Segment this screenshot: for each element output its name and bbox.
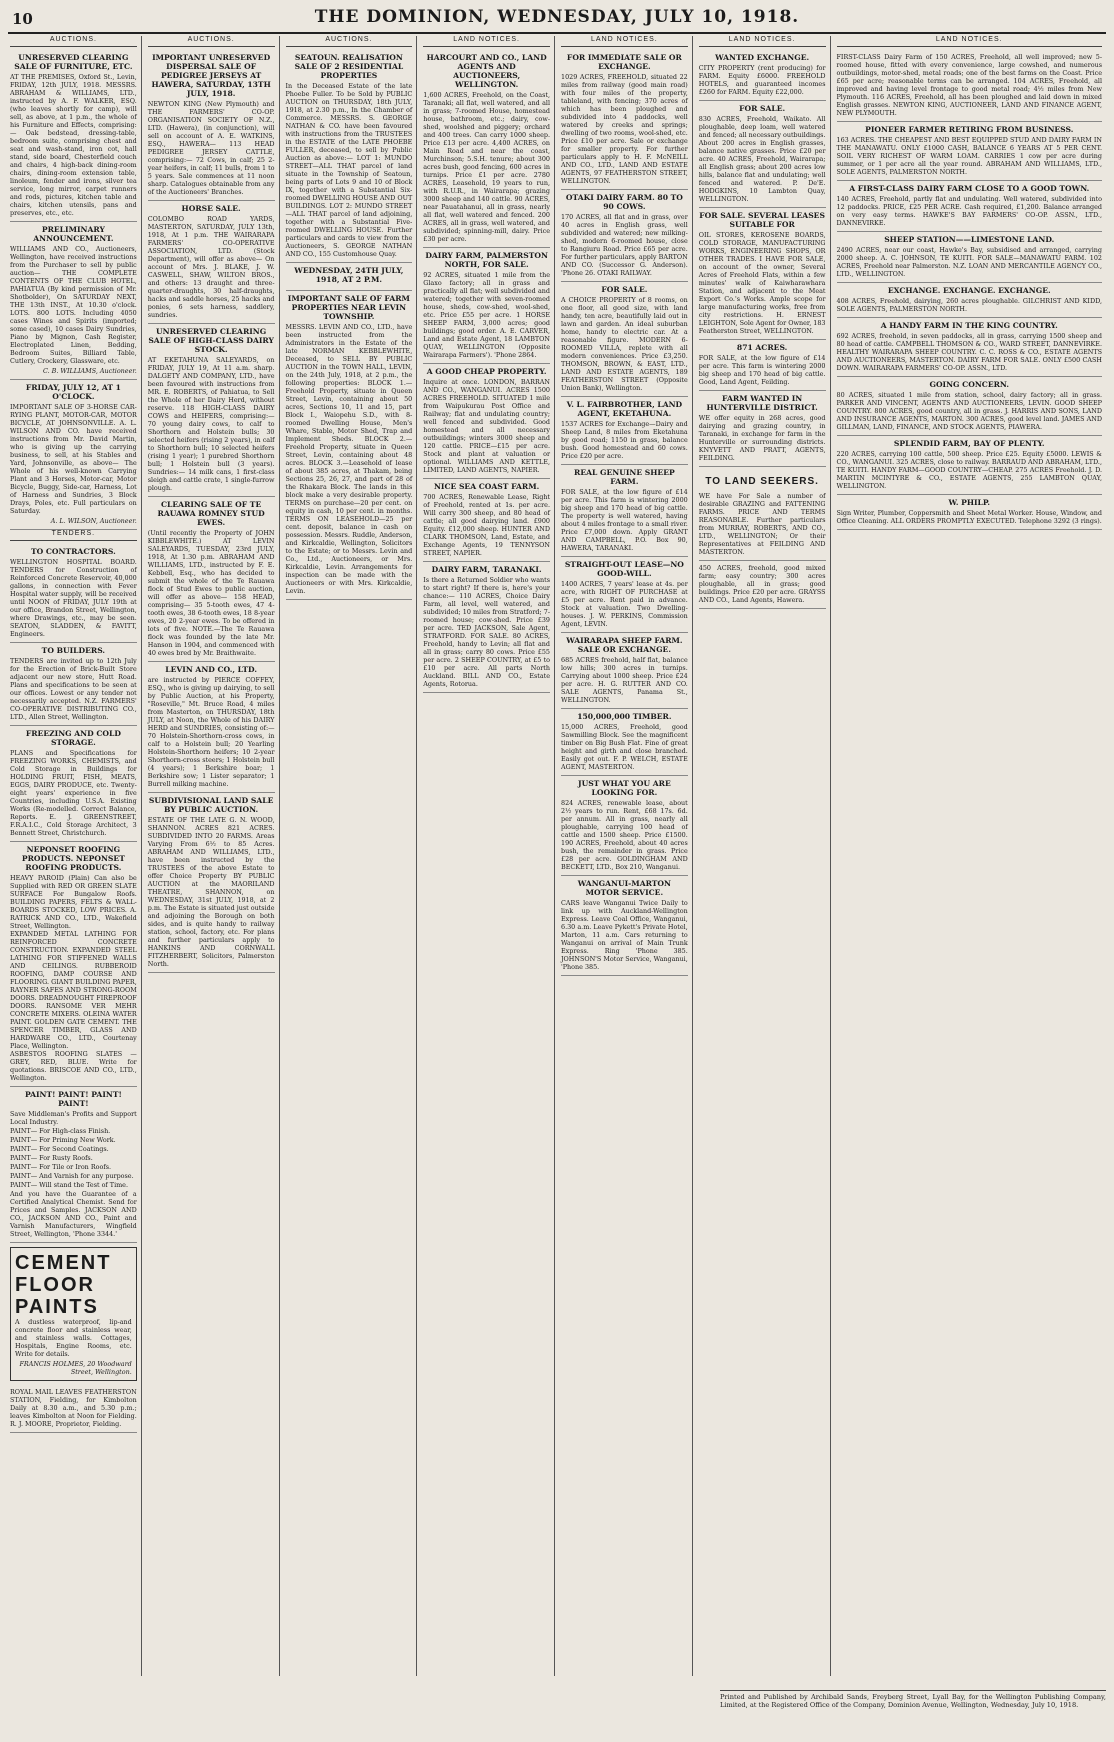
column-heading: LAND NOTICES. [561, 36, 688, 47]
ad-dairy-palmerston [423, 248, 550, 364]
ad-bay-of-plenty [837, 436, 1103, 495]
ad-asbestos: ASBESTOS ROOFING SLATES — GREY, RED, BLUE. Write for quotations. BRISCOE AND CO., LTD., Wellington. [10, 1050, 137, 1082]
ad-title: A HANDY FARM IN THE KING COUNTRY. [880, 321, 1058, 330]
ad-title: FRIDAY, JULY 12, AT 1 O'CLOCK. [25, 383, 121, 401]
ad-title: FOR SALE. [739, 104, 786, 113]
ad-title: DAIRY FARM, PALMERSTON NORTH, FOR SALE. [425, 251, 548, 269]
ad-body: COLOMBO ROAD YARDS, MASTERTON, SATURDAY, JULY 13th, 1918, At 1 p.m. THE WAIRARAPA FARMERS' CO-OPERATIVE ASSOCIATION, LTD. (Stock Department), will offer as above— On account of Mrs. J. BLAKE, J. W. CASWELL, SHAW, WILTON BROS., and others: 13 draught and three-quarter-draughts, 30 half-draughts, hacks and saddle horses, 25 hacks and ponies, 6 sets harness, saddlery, sundries. [147, 215, 275, 319]
ad-title: W. PHILP. [948, 498, 990, 507]
ad-title: SPLENDID FARM, BAY OF PLENTY. [893, 439, 1045, 448]
ad-exchange [837, 283, 1103, 318]
ad-body: TENDERS are invited up to 12th July for the Erection of Brick-Built Store adjacent our new store, Hutt Road. Plans and specifications to be seen at our offices. Lowest or any tender not necessarily accepted. N.Z. FARMERS' CO-OPERATIVE DISTRIBUTING CO., LTD., Allen Street, Wellington. [10, 657, 137, 721]
paint-item: PAINT— For Second Coatings. [10, 1145, 109, 1153]
ad-body: HEAVY PAROID (Plain) Can also be Supplied with RED OR GREEN SLATE SURFACE For Bungalow Roofs. BUILDING PAPERS, FELTS & WALL-BOARDS STOCKED, LOW PRICES. A. RATRICK AND CO., LTD., Wakefield Street, Wellington. [10, 874, 137, 930]
ad-straight-lease [561, 557, 688, 633]
column-heading: LAND NOTICES. [699, 36, 826, 47]
ad-body: Inquire at once. LONDON, BARRAN AND CO., WANGANUI. ACRES 1500 ACRES FREEHOLD. SITUATED 1 mile from Waipukurau Post Office and Railway; flat and undulating country; well fenced and subdivided. Good homestead and all necessary outbuildings; winters 3000 sheep and 120 cattle. PRICE—£15 per acre. Stock and plant at valuation or optional. WILLIAMS AND KETTLE, LIMITED, LAND AGENTS, NAPIER. [423, 378, 550, 474]
ad-871-acres [699, 340, 826, 391]
ad-title: 871 ACRES. [736, 343, 788, 352]
ad-title: 150,000,000 TIMBER. [577, 712, 672, 721]
ad-title: FOR SALE. [601, 285, 648, 294]
column-5 [559, 36, 693, 1676]
ad-title: FOR SALE. SEVERAL LEASES SUITABLE FOR [699, 211, 825, 229]
ad-body: 1400 ACRES, 7 years' lease at 4s. per acre, with RIGHT OF PURCHASE at £5 per acre. Rent paid in advance. Stock at valuation. Two Dwelling-houses. J. W. PERKINS, Commission Agent, LEVIN. [561, 580, 688, 628]
ad-body: are instructed by PIERCE COFFEY, ESQ., who is giving up dairying, to sell by Public Auction, at his Property, "Roseville," Mt. Bruce Road, 4 miles from Masterton, on THURSDAY, 18th JULY, at Noon, the Whole of his DAIRY HERD and SUNDRIES, consisting of:— 70 Holstein-Shorthorn-cross cows, in calf to a Holstein bull; 20 Yearling Holstein-Shorthorn heifers; 10 2-year Shorthorn-cross steers; 1 Holstein bull (4 years); 1 Berkshire boar; 1 Berkshire sow; 1 Lister separator; 1 Burrell milking machine. [147, 676, 275, 788]
paint-item: PAINT— For Rusty Roofs. [10, 1154, 93, 1162]
ad-body: 220 ACRES, carrying 100 cattle, 500 sheep. Price £25. Equity £5000. LEWIS & CO., WANGANUI. 325 ACRES, close to railway. BARRAUD AND ABRAHAM, LTD., TE KUITI. HANDY FARM—GOOD COUNTRY—CHEAP. 275 ACRES Freehold. J. D. MARTIN MCINTYRE & CO., ESTATE AGENTS, 255 LAMBTON QUAY, WELLINGTON. [836, 450, 1102, 490]
ad-title: SHEEP STATION——LIMESTONE LAND. [884, 235, 1055, 244]
ad-motor-service [561, 876, 688, 976]
ad-title: PAINT! PAINT! PAINT! PAINT! [24, 1090, 122, 1108]
ad-dairy-stock [148, 324, 275, 497]
page-header [8, 6, 1106, 34]
column-1 [8, 36, 142, 1676]
column-heading: AUCTIONS. [148, 36, 275, 47]
ad-royal-mail [10, 1385, 137, 1433]
ad-body: 80 ACRES, situated 1 mile from station, school, dairy factory; all in grass. PARKER AND VINCENT, AGENTS AND AUCTIONEERS, LEVIN. GOOD SHEEP COUNTRY. 800 ACRES, good country, all in grass. J. HARRIS AND SONS, LAND AND INSURANCE AGENTS, MARTON. 300 ACRES, good level land. JAMES AND GILLMAN, LAND, FINANCE, AND STOCK AGENTS, PIAWERA. [836, 391, 1102, 431]
ad-going-concern [837, 377, 1103, 436]
column-4 [421, 36, 555, 1676]
paint-item: PAINT— For High-class Finish. [10, 1127, 111, 1135]
ad-sheep-station [837, 232, 1103, 283]
ad-dairy-farm-coast [837, 50, 1103, 122]
ad-title: TO BUILDERS. [41, 646, 106, 655]
ad-land-seekers [699, 467, 826, 561]
ad-for-sale-villa [561, 282, 688, 397]
ad-body: WE offer equity in 268 acres, good dairying and grazing country, in Taranaki, in exchange for farm in the Hunterville or surrounding districts. KNYVETT AND PRATT, AGENTS, FEILDING. [698, 414, 826, 462]
ad-body: FOR SALE, at the low figure of £14 per acre. This farm is wintering 2000 big sheep and 170 head of big cattle. Good, Land Agent, Feilding. [698, 354, 826, 386]
ad-body: 685 ACRES freehold, half flat, balance low hills; 300 acres in turnips. Carrying about 1000 sheep. Price £24 per acre. H. G. RUTTER AND CO. SALE AGENTS, Panama St., WELLINGTON. [561, 656, 688, 704]
ad-body: ROYAL MAIL LEAVES FEATHERSTON STATION, Fielding, for Kimbolton Daily at 8.30 a.m., and 5.30 p.m.; leaves Kimbolton at Noon for Fielding. R. J. MOORE, Proprietor, Fielding. [10, 1388, 137, 1428]
ad-carrying-plant [10, 380, 137, 530]
ad-title: PRELIMINARY ANNOUNCEMENT. [33, 225, 114, 243]
ad-body: AT THE PREMISES, Oxford St., Levin, FRIDAY, 12th JULY, 1918. MESSRS. ABRAHAM & WILLIAMS, LTD., instructed by A. F. WALKER, ESQ. (who leaves shortly for camp), will sell, as above, at 1 p.m., the whole of his Furniture and Effects, comprising:— Oak bedstead, dressing-table, bedroom suite, comprising chest and seat and wash-stand, iron cot, hall stand, side board, Chesterfield couch and chairs, 4 high-back dining-room chairs, dining-room extension table, linoleum, fender and irons, silver tea service, long mirror, carpet runners and rods, pictures, kitchen table and chairs, kitchen utensils, pans and preserves, etc., etc. [10, 73, 137, 217]
ad-title: WANTED EXCHANGE. [715, 53, 810, 62]
ad-body: 1537 ACRES for Exchange—Dairy and Sheep Land, 8 miles from Eketahuna by good road; 1150 in grass, balance bush. Good homestead and 60 cows. Price £20 per acre. [561, 420, 688, 460]
ad-title: UNRESERVED CLEARING SALE OF HIGH-CLASS DAIRY STOCK. [148, 327, 274, 354]
ad-levin-dairy-herd [148, 662, 275, 793]
paint-item: PAINT— Will stand the Test of Time. [10, 1181, 128, 1189]
ad-body: 163 ACRES. THE CHEAPEST AND BEST EQUIPPED STUD AND DAIRY FARM IN THE MANAWATU. ONLY £1000 CASH, BALANCE 6 YEARS AT 5 PER CENT. SOIL VERY RICHEST OF WARM LOAM. CARRIES 1 cow per acre during summer, or 1 per acre all the year round. ABRAHAM AND WILLIAMS, LTD., SOLE AGENTS, PALMERSTON NORTH. [836, 136, 1102, 176]
ad-body: 1029 ACRES, FREEHOLD, situated 22 miles from railway (good main road) with four miles of the property, tableland, with fencing; 370 acres of which has been ploughed and subdivided into 4 paddocks, well watered by creeks and springs; dwelling of two rooms, wool-shed, etc. Price £10 per acre. Sale or exchange for smaller property. For further particulars apply to H. F. McNEILL AND CO., LTD., LAND AND ESTATE AGENTS, 97 FEATHERSTON STREET, WELLINGTON. [561, 73, 688, 185]
ad-body: 700 ACRES, Renewable Lease, Right of Freehold, rented at 1s. per acre. Will carry 300 sheep, and 80 head of cattle; all good dairying land. £900 Equity. £12,000 sheep. HUNTER AND CLARK THOMSON, Land, Estate, and Exchange Agents, 19 TENNYSON STREET, NAPIER. [423, 493, 550, 557]
column-3 [284, 36, 418, 1676]
ad-body: Sign Writer, Plumber, Coppersmith and Sheet Metal Worker. House, Window, and Office Cleaning. ALL ORDERS PROMPTLY EXECUTED. Telephone 3292 (3 rings). [836, 509, 1102, 525]
ad-preliminary-announcement [10, 222, 137, 380]
ad-body: 824 ACRES, renewable lease, about 2½ years to run. Rent, £68 17s. 6d. per annum. All in grass, nearly all ploughable, carrying 100 head of cattle and 1500 sheep. Price £1500. 190 ACRES, Freehold, about 40 acres bush, the remainder in grass. Price £28 per acre. GOLDINGHAM AND BECKETT, LTD., Box 210, Wanganui. [561, 799, 688, 871]
ad-looking-for [561, 776, 688, 876]
ad-title: WAIRARAPA SHEEP FARM. SALE OR EXCHANGE. [566, 636, 683, 654]
ad-body: AT EKETAHUNA SALEYARDS, on FRIDAY, JULY 19, At 11 a.m. sharp. DALGETY AND COMPANY, LTD., have been favoured with instructions from MR. E. ROBERTS, of Pahiatua, to Sell the Whole of her Dairy Herd, without reserve. 118 HIGH-CLASS DAIRY COWS and HEIFERS, comprising:— 70 young dairy cows, to calf to Shorthorn and Holstein bulls; 30 selected heifers (rising 2 years), in calf to Shorthorn bull; 10 selected heifers (rising 1 year); 1 purebred Shorthorn bull; 1 Holstein bull (3 years). Sundries:— 14 milk cans, 1 first-class sleigh and cattle crate, 1 single-furrow plough. [147, 356, 275, 492]
ad-cheap-property [423, 364, 550, 479]
ad-title: CLEARING SALE OF TE RAUAWA ROMNEY STUD EWES. [157, 500, 265, 527]
column-2 [146, 36, 280, 1676]
cement-description: A dustless waterproof, lip-and concrete floor and stainless wear, and stainless walls. Cottages, Hospitals, Engine Rooms, etc. Write for details. [15, 1318, 132, 1358]
ad-title: GOING CONCERN. [929, 380, 1010, 389]
ad-title: WEDNESDAY, 24TH JULY, 1918, AT 2 P.M. [294, 266, 404, 284]
ad-body: FOR SALE, at the low figure of £14 per acre. This farm is wintering 2000 big sheep and 170 head of big cattle. The property is well watered, having about 4 miles frontage to a small river. Price £7,000 down. Apply GRANT AND CAMPBELL, P.O. Box 90, HAWERA, TARANAKI. [561, 488, 688, 552]
ad-body: 1,600 ACRES, Freehold, on the Coast, Taranaki; all flat, well watered, and all in grass; 7-roomed House, homestead house, bathroom, etc.; dairy, cow-shed, woolshed and piggery; orchard and 400 trees. Can carry 1000 sheep. Price £13 per acre. 4,400 ACRES, on Main Road and near the coast, Murchinson; 5.S.H. tenure; about 300 acres bush, good fencing, 600 acres in turnips. Price £1 per acre. 2780 ACRES, Leasehold, 19 years to run, with R.U.R., in Wairarapa; grazing 3000 sheep and 140 cattle. 90 ACRES, near Pauatahanui, all in grass, nearly all flat, well watered and fenced. 200 ACRES, all in grass, well watered, and subdivided; spinning-mill, dairy. Price £30 per acre. [423, 91, 550, 243]
ad-title: HORSE SALE. [181, 204, 241, 213]
ad-hodgkins [699, 101, 826, 208]
ad-first-class-dairy [837, 181, 1103, 232]
ad-body: FIRST-CLASS Dairy Farm of 150 ACRES, Freehold, all well improved; new 5-roomed house, fitted with every convenience, large cowshed, and numerous outbuildings, motor-shed, metal roads; one of the best farms on the Coast. Price £65 per acre; reasonable terms can be arranged. 104 ACRES, Freehold, all improved and having level frontage to good metal road; 4½ miles from New Plymouth. 116 ACRES, Freehold, all has been ploughed and laid down in mixed English grasses. NEWTON KING, AUCTIONEER, LAND AND FINANCE AGENT, NEW PLYMOUTH. [836, 53, 1102, 117]
ad-body: WILLIAMS AND CO., Auctioneers, Wellington, have received instructions from the Purchaser to sell by public auction— THE COMPLETE CONTENTS OF THE CLUB HOTEL, PAHIATUA (By kind permission of Mr. Shotbolder), On SATURDAY NEXT, THE 13th INST., At 10.30 o'clock. LOTS. 800 LOTS. Including 4050 cases Wines and Spirits (imported; some cased), 10 cases Dairy Sundries, Piano by Mignon, Cash Register, Electroplated Linen, Bedding, Bedroom Suites, Billiard Table, Cutlery, Crockery, Glassware, etc. [10, 245, 137, 365]
ad-body: CARS leave Wanganui Twice Daily to link up with Auckland-Wellington Express. Leave Coal Office, Wanganui, 6.30 a.m. Leave Pykett's Private Hotel, Marton, 11 a.m. Cars returning to Wanganui on arrival of Main Trunk Express. Ring 'Phone 385. JOHNSON'S Motor Service, Wanganui, 'Phone 385. [561, 899, 688, 971]
ad-outro: And you have the Guarantee of a Certified Analytical Chemist. Send for Prices and Samples. JACKSON AND CO., JACKSON AND CO., Paint and Varnish Manufacturers, Wingfield Street, Wellington, 'Phone 3344.' [10, 1190, 137, 1238]
ad-sea-coast-farm [423, 479, 550, 562]
ad-body: NEWTON KING (New Plymouth) and THE FARMERS' CO-OP. ORGANISATION SOCIETY OF N.Z., LTD. (Hawera), (in conjunction), will sell on account of A. E. WATKINS, ESQ., HAWERA— 113 HEAD PEDIGREE JERSEY CATTLE, comprising:— 72 Cows, in calf; 25 2-year heifers, in calf; 11 bulls, from 1 to 5 years. Sale commences at 11 noon sharp. Catalogues obtainable from any of the Auctioneers' Branches. [147, 100, 275, 196]
column-6 [697, 36, 831, 1676]
column-7 [835, 36, 1107, 1676]
ad-expanded-metal: EXPANDED METAL LATHING FOR REINFORCED CONCRETE CONSTRUCTION. EXPANDED STEEL LATHING FOR STIFFENED WALLS AND CEILINGS. RUBBEROID ROOFING, DAMP COURSE AND FLOORING. GIANT BUILDING PAPER, RAYNER SAFES AND STRONG-ROOM DOORS. DREADNOUGHT FIREPROOF DOORS. RANSOME VER MEHR CONCRETE MIXERS. OLEINA WATER PAINT. GOLDEN GATE CEMENT. THE SPENCER TIMBER, GLASS AND HARDWARE CO., LTD., Courtenay Place, Wellington. [10, 930, 137, 1050]
masthead: THE DOMINION, WEDNESDAY, JULY 10, 1918. [314, 7, 800, 27]
ad-stud-ewes [148, 497, 275, 662]
ad-farm-wanted [699, 391, 826, 467]
ad-farm-properties-levin [286, 291, 413, 600]
ad-body: PLANS and Specifications for FREEZING WORKS, CHEMISTS, and Cold Storage in Buildings for HOLDING FRUIT, FISH, MEATS, EGGS, DAIRY PRODUCE, etc. Twenty-eight years' experience in five Countries, including U.S.A. Existing Works (Re-modelled. Correct Balance, Reports. E. J. GREENSTREET, F.R.A.I.C., Cold Storage Architect, 3 Bennett Street, Christchurch. [10, 749, 137, 837]
ad-title: DAIRY FARM, TARANAKI. [431, 565, 542, 574]
ad-philp [837, 495, 1103, 530]
ad-dairy-taranaki [423, 562, 550, 693]
column-heading: AUCTIONS. [286, 36, 413, 47]
ad-body: 692 ACRES, freehold, in seven paddocks, all in grass, carrying 1500 sheep and 80 head of cattle. CAMPBELL THOMSON & CO., WARD STREET, DANNEVIRKE. HEALTHY WAIRARAPA SHEEP COUNTRY. C. C. ROSS & CO., ESTATE AGENTS AND AUCTIONEERS, MASTERTON. DAIRY FARM FOR SALE. ONLY £500 CASH DOWN. WAIRARAPA FARMERS' CO-OP. ASSN., LTD. [836, 332, 1102, 372]
ad-body: 830 ACRES, Freehold, Waikato. All ploughable, deep loam, well watered and fenced; all necessary outbuildings. About 200 acres in English grasses, balance native grasses. Price £20 per acre. 40 ACRES, Freehold, Wairarapa; all English grass; about 200 acres low hills, balance flat and undulating; well fenced and watered. P. De'E. HODGKINS, 10 Lambton Quay, WELLINGTON. [698, 115, 826, 203]
ad-title: EXCHANGE. EXCHANGE. EXCHANGE. [887, 286, 1051, 295]
ad-title: PIONEER FARMER RETIRING FROM BUSINESS. [865, 125, 1074, 134]
ad-title: REAL GENUINE SHEEP FARM. [574, 468, 675, 486]
ad-harcourt [423, 50, 550, 248]
ad-title: LEVIN AND CO., LTD. [165, 665, 257, 674]
ad-title: WANGANUI-MARTON MOTOR SERVICE. [577, 879, 671, 897]
ad-title: FREEZING AND COLD STORAGE. [25, 729, 121, 747]
tenders-heading: TENDERS. [10, 530, 137, 541]
paint-item: PAINT— For Tile or Iron Roofs. [10, 1163, 112, 1171]
ad-paints [10, 1087, 137, 1243]
ad-title: IMPORTANT UNRESERVED DISPERSAL SALE OF PEDIGREE JERSEYS AT HAWERA, SATURDAY, 13TH JULY, 1918. [151, 53, 271, 98]
ad-signature: FRANCIS HOLMES, 20 Woodward Street, Wellington. [19, 1360, 132, 1376]
ad-title: V. L. FAIRBROTHER, LAND AGENT, EKETAHUNA. [566, 400, 683, 418]
ad-cement-floor-paints [10, 1247, 137, 1381]
ad-body: In the Deceased Estate of the late Phoebe Fuller. To be Sold by PUBLIC AUCTION on THURSDAY, 18th JULY, 1918, at 2.30 p.m., In the Chamber of Commerce. MESSRS. S. GEORGE NATHAN & CO. have been favoured with instructions from the TRUSTEES in the ESTATE of the LATE PHOEBE FULLER, deceased, to sell by Public Auction as above:— LOT 1: MUNDO STREET—ALL THAT parcel of land situate in the Township of Seatoun, being parts of Lots 9 and 10 of Block IX, together with a Substantial Six-roomed DWELLING HOUSE AND OUT BUILDINGS. LOT 2: MUNDO STREET—ALL THAT parcel of land adjoining, together with a Substantial Five-roomed DWELLING HOUSE. Further particulars and cards to view from the Auctioneers, S. GEORGE NATHAN AND CO., 155 Customhouse Quay. [285, 82, 413, 258]
ad-body: Is there a Returned Soldier who wants to start right? If there is, here's your chance:— 110 ACRES, Choice Dairy Farm, all level, well watered, and subdivided; 10 miles from Stratford; 7-roomed house; cow-shed. Price £39 per acre. TED JACKSON, Sale Agent, STRATFORD. FOR SALE. 80 ACRES, Freehold, handy to Levin; all flat and all in grass; carry 80 cows. Price £55 per acre. 2 SHEEP COUNTRY, at £5 to £10 per acre. All parts North Auckland. BILL AND CO., Estate Agents, Rotorua. [423, 576, 550, 688]
floor-line: FLOOR [15, 1274, 95, 1296]
ad-body: 15,000 ACRES, Freehold, good Sawmilling Block. See the magnificent timber on Big Bush Flat. Fine of great height and girth and close branched. Easily got out. F. P. WELCH, ESTATE AGENT, MASTERTON. [561, 723, 688, 771]
ad-body: 408 ACRES, Freehold, dairying, 260 acres ploughable. GILCHRIST AND KIDD, SOLE AGENTS, PALMERSTON NORTH. [836, 297, 1102, 313]
ad-title: IMPORTANT SALE OF FARM PROPERTIES NEAR LEVIN TOWNSHIP. [287, 294, 410, 321]
ad-title: OTAKI DAIRY FARM. 80 TO 90 COWS. [565, 193, 683, 211]
ad-title: FARM WANTED IN HUNTERVILLE DISTRICT. [706, 394, 818, 412]
ad-title: A FIRST-CLASS DAIRY FARM CLOSE TO A GOOD TOWN. [849, 184, 1090, 193]
column-heading: LAND NOTICES. [837, 36, 1103, 47]
ad-title: A GOOD CHEAP PROPERTY. [426, 367, 547, 376]
paint-item: PAINT— And Varnish for any purpose. [10, 1172, 134, 1180]
ad-body: IMPORTANT SALE OF 3-HORSE CAR-RYING PLANT, MOTOR-CAR, MOTOR BICYCLE, AT JOHNSONVILLE. A. L. WILSON AND CO. have received instructions from Mr. David Martin, who is giving up the carrying business, to sell, at his Stables and Yard, Johnsonville, as above— The Whole of his well-known Carrying Plant and 3 Horses, Motor-car, Motor Bicycle, Buggy, Side-car, Harness, Lot of Harness and Sundries, 3 Block Drays, Poles, etc. Full particulars on Saturday. [10, 403, 137, 515]
ad-headline: TO LAND SEEKERS. [705, 476, 819, 487]
ad-fairbrother [561, 397, 688, 465]
ad-signature: A. L. WILSON, Auctioneer. [50, 517, 137, 525]
newspaper-columns [8, 36, 1106, 1676]
ad-intro: Save Middleman's Profits and Support Local Industry. [10, 1110, 137, 1126]
ad-title: SUBDIVISIONAL LAND SALE BY PUBLIC AUCTION. [148, 796, 274, 814]
ad-timber [561, 709, 688, 776]
tender-freezing [10, 726, 137, 842]
column-heading: AUCTIONS. [10, 36, 137, 47]
ad-body: 140 ACRES, Freehold, partly flat and undulating. Well watered, subdivided into 12 paddocks. PRICE, £25 PER ACRE. Cash required, £1,200. Balance arranged on very easy terms. HAWKE'S BAY FARMERS' CO-OP. ASSN., LTD., DANNEVIRKE. [836, 195, 1102, 227]
ad-body: OIL STORES, KEROSENE BOARDS, COLD STORAGE, MANUFACTURING WORKS, ENGINEERING SHOPS, OR OTHER TRADES. I HAVE FOR SALE, on account of the owner, Several Acres of Freehold Flats, within a few minutes' walk of Kaiwharawhara Station, and adjacent to the Meat Export Co.'s Works. Ample scope for large manufacturing works, free from city restrictions. H. ERNEST LEIGHTON, Sole Agent for Owner, 183 Featherston Street, WELLINGTON. [698, 231, 826, 335]
ad-body: MESSRS. LEVIN AND CO., LTD., have been instructed from the Administrators in the Estate of the late NORMAN KEBBLEWHITE, Deceased, to SELL BY PUBLIC AUCTION in the TOWN HALL, LEVIN, on the 24th July, 1918, at 2 p.m., the following properties: BLOCK 1.—Freehold Property, situate in Queen Street, Levin, containing about 50 acres, Sections 10, 11 and 15, part Block I., Waiopehu S.D., with 8-roomed Dwelling House, Men's Whare, Stable, Motor Shed, Trap and Implement Sheds. BLOCK 2.—Freehold Property, situate in Queen Street, Levin, containing about 48 acres. BLOCK 3.—Leasehold of lease of about 385 acres, at Thakam, being Sections 25, 26, 27, and part of 28 of the Rhakara Block. The lands in this block make a very desirable property. TERMS on purchase—20 per cent. on equity in cash, 10 per cent. in months. TERMS ON LEASEHOLD—25 per cent. deposit, balance in cash on possession. Messrs. Ruddle, Anderson, and Kirkcaldie, Wellington, Solicitors to the Estate; or to Messrs. Levin and Co., Ltd., Auctioneers, or Mrs. Kirkcaldie, Levin. Arrangements for inspection can be made with the Auctioneers or with Mrs. Kirkcaldie, Levin. [285, 323, 413, 595]
ad-body: ESTATE OF THE LATE G. N. WOOD, SHANNON. ACRES 821 ACRES. SUBDIVIDED INTO 20 FARMS. Areas Varying From 6½ to 85 Acres. ABRAHAM AND WILLIAMS, LTD., have been instructed by the TRUSTEES of the above Estate to offer Choice Property BY PUBLIC AUCTION at the MAORILAND THEATRE, SHANNON, on WEDNESDAY, 31st JULY, 1918, at 2 p.m. The Estate is situated just outside and adjoining the Borough on both sides, and is quite handy to railway station, school, factory, etc. For plans and further particulars apply to HANKINS AND CORNWALL FITZHERBERT, Solicitors, Palmerston North. [147, 816, 275, 968]
ad-title: FOR IMMEDIATE SALE OR EXCHANGE. [566, 53, 682, 71]
ad-body: 2490 ACRES, near our coast, Hawke's Bay, subsidised and arranged, carrying 2000 sheep. A. C. JOHNSON, TE KUITI. FOR SALE—MANAWATU FARM. 102 ACRES, Freehold near Palmerston. N.Z. LOAN AND MERCANTILE AGENCY CO., LTD., WELLINGTON. [836, 246, 1102, 278]
ad-pedigree-jerseys [148, 50, 275, 201]
ad-body: CITY PROPERTY (rent producing) for FARM. Equity £6000. FREEHOLD HOTELS, and guaranteed incomes £260 for FARM. Equity £22,000. [698, 64, 826, 96]
tender-contractors [10, 544, 137, 643]
ad-mixed-farm [699, 561, 826, 609]
imprint-footer: Printed and Published by Archibald Sands, Freyberg Street, Lyall Bay, for the Wellington Publishing Company, Limited, at the Registered Office of the Company, Dominion Avenue, Wellington, Wednesday, July 10, 1918. [720, 1690, 1106, 1709]
ad-body: WE have For Sale a number of desirable GRAZING and FATTENING FARMS. PRICE AND TERMS REASONABLE. Further particulars from MURRAY, ROBERTS, AND CO., LTD., WELLINGTON; Or their Representatives at FEILDING AND MASTERTON. [698, 492, 826, 556]
ad-signature: C. B. WILLIAMS, Auctioneer. [42, 367, 137, 375]
ad-several-leases [699, 208, 826, 340]
ad-wanted-exchange [699, 50, 826, 101]
ad-clearing-sale-furniture [10, 50, 137, 222]
paints-line: PAINTS [15, 1296, 99, 1318]
cement-line: CEMENT [15, 1252, 112, 1274]
ad-title: TO CONTRACTORS. [30, 547, 116, 556]
ad-sheep-farm [561, 465, 688, 557]
ad-wairarapa-sheep [561, 633, 688, 709]
column-heading: LAND NOTICES. [423, 36, 550, 47]
ad-title: HARCOURT AND CO., LAND AGENTS AND AUCTIONEERS, WELLINGTON. [426, 53, 547, 89]
paint-item: PAINT— For Priming New Work. [10, 1136, 116, 1144]
ad-otaki-dairy [561, 190, 688, 282]
ad-body: 92 ACRES, situated 1 mile from the Glaxo factory; all in grass and practically all flat; well subdivided and watered; together with seven-roomed house, sheds, cow-shed, wool-shed, etc. Price £55 per acre. 1 HORSE SHEEP FARM, 3,000 acres; good buildings; good order. A. E. CARVER, Land and Estate Agent, 18 LAMBTON QUAY, WELLINGTON (Opposite Wairarapa Farmers'). 'Phone 2864. [423, 271, 550, 359]
ad-body: A CHOICE PROPERTY of 8 rooms, on one floor, all good size, with land handy, ten acre, beautifully laid out in lawn and garden. An ideal suburban home, handy to electric car. At a reasonable figure. MODERN 6-ROOMED VILLA, replete with all modern conveniences. Price £3,250. THOMSON, BROWN, & EAST, LTD., LAND AND ESTATE AGENTS, 189 FEATHERSTON STREET (Opposite Union Bank), Wellington. [561, 296, 688, 392]
ad-title: STRAIGHT-OUT LEASE—NO GOOD-WILL. [564, 560, 684, 578]
ad-title: SEATOUN. REALISATION SALE OF 2 RESIDENTIAL PROPERTIES [294, 53, 404, 80]
ad-body: WELLINGTON HOSPITAL BOARD. TENDERS for Construction of Reinforced Concrete Reservoir, 40,000 gallons, in connection with Fever Hospital water supply, will be received until NOON of FRIDAY, JULY 19th at our office, Brandon Street, Wellington, where Drawings, etc., may be seen. SEATON, SLADDEN, & FAVITT, Engineers. [10, 558, 137, 638]
ad-date-notice [286, 263, 413, 291]
ad-title: NICE SEA COAST FARM. [433, 482, 540, 491]
ad-title: JUST WHAT YOU ARE LOOKING FOR. [577, 779, 671, 797]
ad-pioneer-farmer [837, 122, 1103, 181]
ad-title: UNRESERVED CLEARING SALE OF FURNITURE, ETC. [14, 53, 133, 71]
ad-seatoun [286, 50, 413, 263]
ad-subdivisional-land [148, 793, 275, 973]
ad-horse-sale [148, 201, 275, 324]
ad-immediate-sale [561, 50, 688, 190]
ad-body: 450 ACRES, freehold, good mixed farm; easy country; 300 acres ploughable, all in grass; good buildings. Price £20 per acre. GRAYSS AND CO., Land Agents, Hawera. [698, 564, 826, 604]
ad-roofing [10, 842, 137, 1087]
tender-builders [10, 643, 137, 726]
ad-king-country [837, 318, 1103, 377]
page-number: 10 [12, 10, 33, 28]
ad-body: (Until recently the Property of JOHN KIBBLEWHITE.) AT LEVIN SALEYARDS, TUESDAY, 23rd JULY, 1918, At 1.30 p.m. ABRAHAM AND WILLIAMS, LTD., instructed by F. E. Kebbell, Esq., who has decided to submit the whole of the Te Rauawa flock of Stud Ewes to public auction, will offer as above— 158 HEAD, comprising— 35 5-tooth ewes, 47 4-tooth ewes, 38 6-tooth ewes, 18 8-year ewes, 20 2-year ewes. To be offered in lots of five. NOTE.—The Te Rauawa flock was founded by the late Mr. Hanson in 1904, and commenced with 40 ewes bred by Mr. Braithwaite. [147, 529, 275, 657]
ad-body: 170 ACRES, all flat and in grass, over 40 acres in English grass, well subdivided and watered; new milking-shed, modern 6-roomed house, close to Rangiuru Road. Price £65 per acre. For further particulars, apply BARTON AND CO. (Successor G. Anderson). 'Phone 26. OTAKI RAILWAY. [561, 213, 688, 277]
ad-title: NEPONSET ROOFING PRODUCTS. NEPONSET ROOFING PRODUCTS. [21, 845, 125, 872]
